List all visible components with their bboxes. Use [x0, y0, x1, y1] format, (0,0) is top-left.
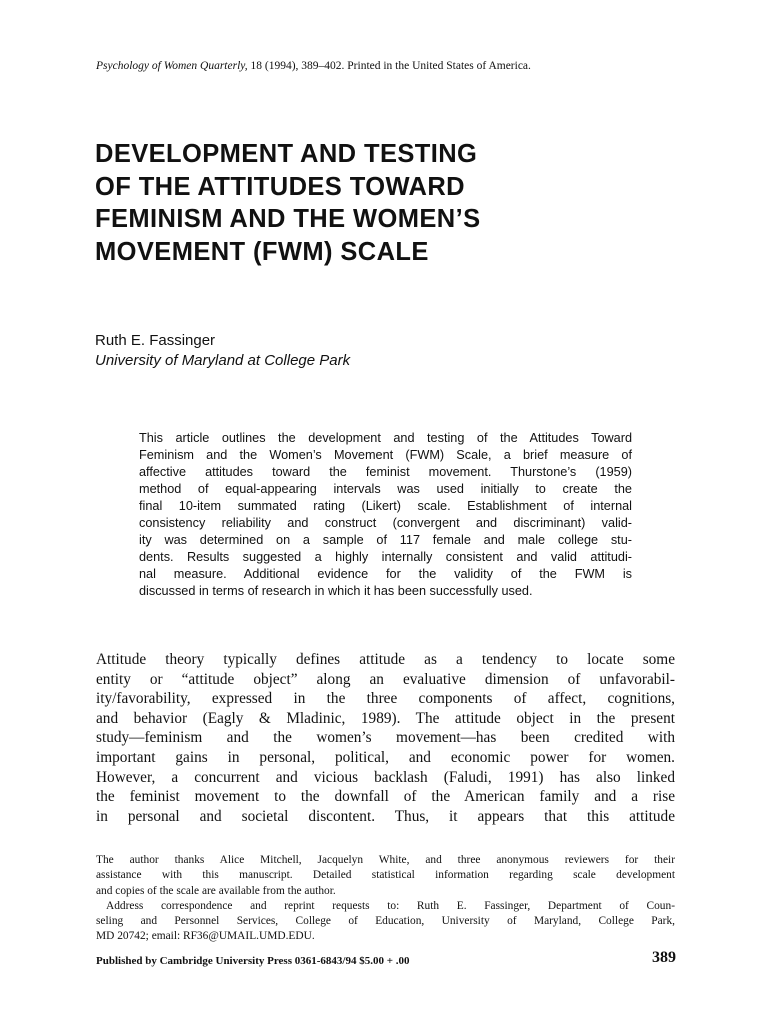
abstract-line: Feminism and the Women’s Movement (FWM) Scale, a brief measure of: [139, 448, 632, 462]
abstract-line: discussed in terms of research in which it has been successfully used.: [139, 584, 533, 598]
body-paragraph: [96, 650, 675, 826]
title-line: DEVELOPMENT AND TESTING: [95, 140, 478, 168]
page-number: 389: [652, 949, 676, 966]
body-line: ity/favorability, expressed in the three components of affect, cognitions,: [96, 690, 675, 708]
author-block: [95, 331, 595, 371]
abstract-line: This article outlines the development and testing of the Attitudes Toward: [139, 431, 632, 445]
footnote-line: assistance with this manuscript. Detailed statistical information regarding scale development: [96, 869, 675, 882]
body-line: study—feminism and the women’s movement—has been credited with: [96, 729, 675, 747]
body-line: the feminist movement to the downfall of the American family and a rise: [96, 788, 675, 806]
abstract-line: ity was determined on a sample of 117 female and male college stu-: [139, 533, 632, 547]
body-line: important gains in personal, political, and economic power for women.: [96, 748, 675, 766]
footnote-line: and copies of the scale are available from the author.: [96, 884, 336, 897]
abstract-line: dents. Results suggested a highly internally consistent and valid attitudi-: [139, 550, 632, 564]
abstract-line: method of equal-appearing intervals was used initially to create the: [139, 482, 632, 496]
body-line: entity or “attitude object” along an evaluative dimension of unfavorabil-: [96, 670, 675, 688]
body-line: Attitude theory typically defines attitude as a tendency to locate some: [96, 651, 675, 668]
running-head: [96, 58, 676, 74]
abstract-line: consistency reliability and construct (convergent and discriminant) valid-: [139, 516, 632, 530]
author-affiliation: University of Maryland at College Park: [95, 352, 351, 369]
journal-name: Psychology of Women Quarterly,: [96, 60, 248, 72]
title-line: OF THE ATTITUDES TOWARD: [95, 172, 465, 201]
article-title: [95, 138, 655, 268]
author-name: Ruth E. Fassinger: [95, 332, 216, 349]
footnote-line: The author thanks Alice Mitchell, Jacquelyn White, and three anonymous reviewers for their: [96, 854, 675, 866]
abstract-line: final 10-item summated rating (Likert) scale. Establishment of internal: [139, 499, 632, 513]
abstract: [139, 430, 632, 600]
abstract-line: affective attitudes toward the feminist movement. Thurstone’s (1959): [139, 465, 632, 479]
footnote-line: seling and Personnel Services, College of Education, University of Maryland, College Park,: [96, 915, 675, 928]
title-line: MOVEMENT (FWM) SCALE: [95, 237, 429, 266]
journal-citation: 18 (1994), 389–402. Printed in the United States of America.: [247, 60, 531, 72]
title-line: FEMINISM AND THE WOMEN’S: [95, 205, 481, 233]
footnote-line: Address correspondence and reprint requests to: Ruth E. Fassinger, Department of Coun-: [106, 899, 675, 912]
body-line: in personal and societal discontent. Thus, it appears that this attitude: [96, 807, 675, 825]
body-line: and behavior (Eagly & Mladinic, 1989). The attitude object in the present: [96, 709, 675, 727]
author-footnote: [96, 853, 675, 945]
body-line: However, a concurrent and vicious backlash (Faludi, 1991) has also linked: [96, 768, 675, 786]
footnote-line: MD 20742; email: RF36@UMAIL.UMD.EDU.: [96, 930, 315, 943]
publisher-line: Published by Cambridge University Press 0361-6843/94 $5.00 + .00: [96, 955, 410, 967]
abstract-line: nal measure. Additional evidence for the validity of the FWM is: [139, 567, 632, 581]
